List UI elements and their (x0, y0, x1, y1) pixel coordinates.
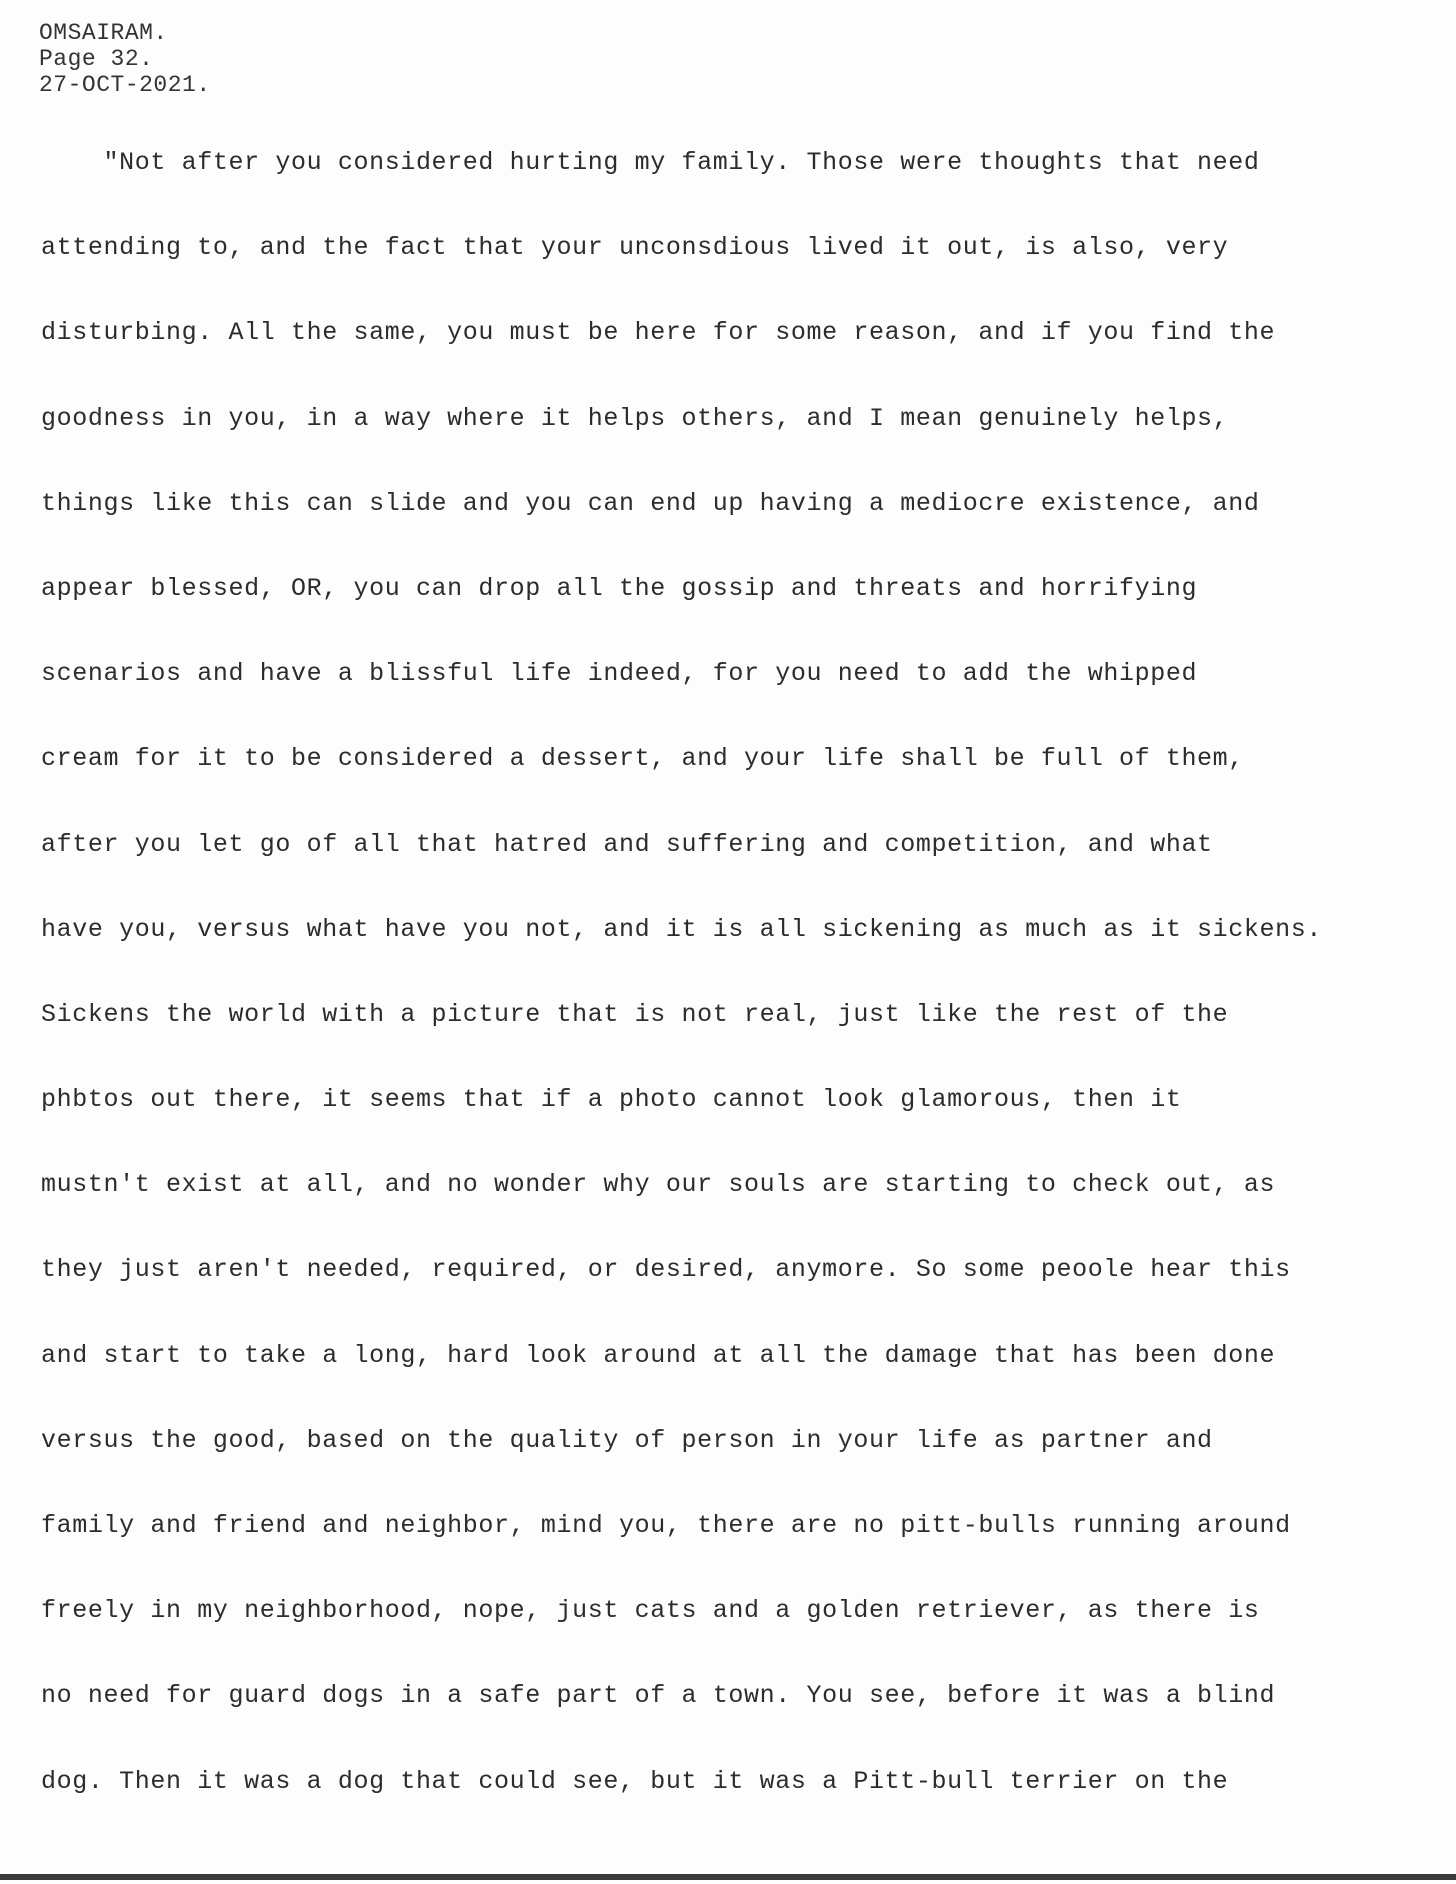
text-line: Sickens the world with a picture that is not real, just like the rest of the (41, 999, 1229, 1029)
text-line: family and friend and neighbor, mind you, there are no pitt-bulls running around (41, 1511, 1291, 1540)
text-line: after you let go of all that hatred and suffering and competition, and what (41, 829, 1213, 859)
text-line: freely in my neighborhood, nope, just cats and a golden retriever, as there is (41, 1596, 1260, 1626)
header-page-number: Page 32. (39, 46, 154, 72)
text-line: goodness in you, in a way where it helps others, and I mean genuinely helps, (41, 403, 1229, 433)
page-header (39, 20, 211, 98)
text-line: "Not after you considered hurting my family. Those were thoughts that need (41, 148, 1260, 177)
text-line: scenarios and have a blissful life indeed, for you need to add the whipped (41, 659, 1198, 689)
header-date: 27-OCT-2021. (39, 72, 211, 98)
text-line: and start to take a long, hard look around at all the damage that has been done (41, 1340, 1276, 1370)
body-text (41, 148, 1451, 1852)
text-line: dog. Then it was a dog that could see, but it was a Pitt-bull terrier on the (41, 1766, 1229, 1796)
text-line: attending to, and the fact that your unconsdious lived it out, is also, very (41, 233, 1229, 263)
text-line: they just aren't needed, required, or desired, anymore. So some peoole hear this (41, 1255, 1291, 1285)
text-line: disturbing. All the same, you must be here for some reason, and if you find the (41, 318, 1276, 348)
text-line: have you, versus what have you not, and it is all sickening as much as it sickens. (41, 914, 1323, 944)
text-line: appear blessed, OR, you can drop all the gossip and threats and horrifying (41, 573, 1198, 603)
text-line: phbtos out there, it seems that if a photo cannot look glamorous, then it (41, 1085, 1182, 1115)
text-line: things like this can slide and you can end up having a mediocre existence, and (41, 488, 1260, 518)
header-title: OMSAIRAM. (39, 20, 168, 46)
page-bottom-edge (0, 1874, 1456, 1880)
text-line: versus the good, based on the quality of person in your life as partner and (41, 1425, 1213, 1455)
text-line: mustn't exist at all, and no wonder why our souls are starting to check out, as (41, 1170, 1276, 1200)
text-line: no need for guard dogs in a safe part of a town. You see, before it was a blind (41, 1681, 1276, 1711)
text-line: cream for it to be considered a dessert, and your life shall be full of them, (41, 744, 1244, 774)
